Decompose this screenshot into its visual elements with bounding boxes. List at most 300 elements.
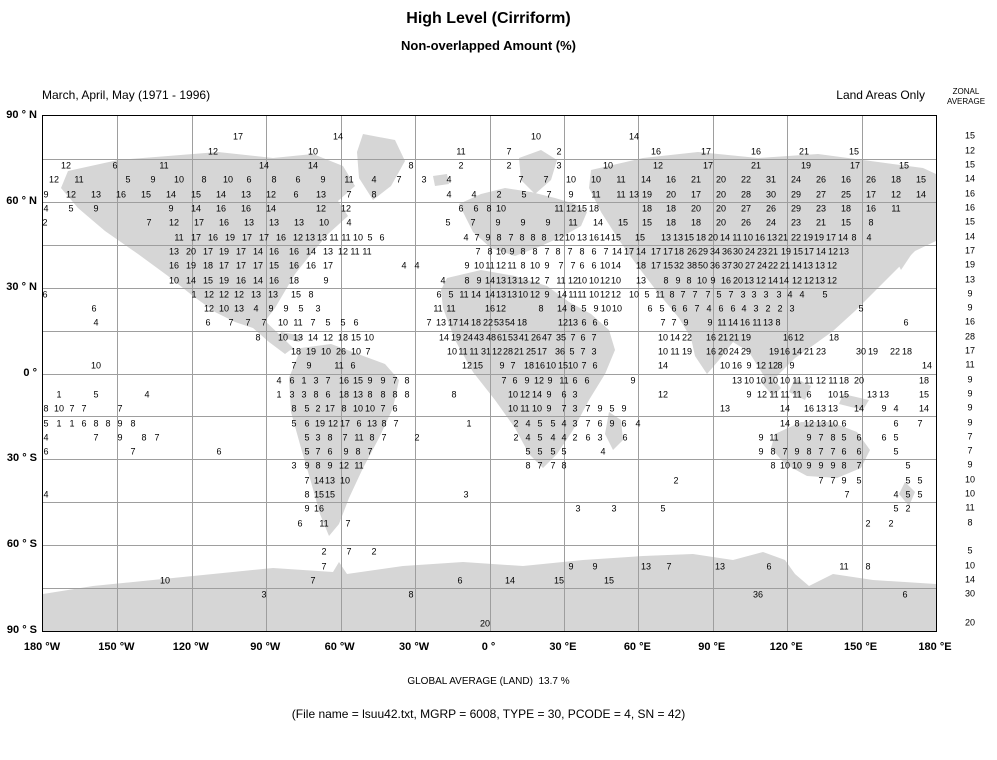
grid-value: 18 (690, 217, 702, 228)
grid-value: 7 (680, 289, 686, 300)
grid-value: 8 (341, 403, 347, 414)
grid-value: 9 (499, 360, 505, 371)
grid-value: 13 (495, 275, 507, 285)
grid-value: 15 (472, 360, 484, 371)
grid-value: 7 (470, 217, 476, 228)
grid-value: 22 (740, 174, 752, 185)
grid-value: 15 (324, 489, 336, 500)
grid-value: 4 (43, 203, 49, 214)
grid-value: 19 (740, 332, 752, 343)
grid-value: 30 (732, 260, 744, 271)
grid-value: 10 (222, 174, 234, 185)
zonal-average-value: 15 (964, 159, 975, 170)
grid-value: 26 (530, 332, 542, 343)
grid-value: 12 (755, 275, 767, 285)
grid-value: 20 (665, 189, 677, 200)
grid-value: 20 (185, 246, 197, 257)
grid-value: 9 (544, 289, 550, 300)
grid-value: 7 (544, 246, 550, 257)
grid-value: 11 (769, 432, 779, 443)
grid-value: 18 (641, 203, 653, 214)
grid-value: 18 (588, 203, 600, 214)
grid-value: 10 (743, 375, 755, 386)
grid-value: 7 (396, 174, 402, 185)
grid-value: 23 (815, 203, 827, 214)
grid-value: 17 (662, 246, 674, 257)
grid-value: 10 (742, 232, 754, 243)
grid-value: 5 (822, 289, 828, 300)
zonal-average-value: 12 (964, 145, 975, 156)
grid-value: 7 (537, 460, 543, 471)
grid-value: 11 (655, 289, 665, 300)
grid-value: 2 (513, 418, 519, 429)
grid-value: 6 (458, 203, 464, 214)
grid-value: 16 (288, 260, 300, 271)
grid-value: 31 (765, 174, 777, 185)
grid-value: 1 (191, 289, 197, 300)
grid-value: 12 (652, 160, 664, 171)
grid-value: 17 (700, 146, 712, 157)
grid-value: 14 (778, 275, 790, 285)
grid-value: 13 (866, 389, 878, 400)
grid-value: 5 (893, 503, 899, 514)
grid-value: 30 (732, 246, 744, 257)
grid-value: 8 (525, 460, 531, 471)
grid-value: 14 (313, 475, 325, 486)
grid-value: 10 (779, 460, 791, 471)
zonal-average-value: 10 (964, 474, 975, 485)
grid-value: 8 (794, 418, 800, 429)
grid-value: 8 (841, 460, 847, 471)
grid-value: 9 (268, 303, 274, 314)
grid-value: 11 (577, 289, 587, 300)
grid-value: 4 (446, 189, 452, 200)
grid-value: 8 (570, 303, 576, 314)
grid-value: 16 (115, 189, 127, 200)
grid-value: 9 (683, 317, 689, 328)
grid-value: 7 (81, 403, 87, 414)
grid-value: 13 (814, 260, 826, 271)
lon-tick-label: 60 °W (324, 641, 355, 653)
grid-value: 20 (715, 174, 727, 185)
grid-value: 11 (334, 360, 344, 371)
grid-value: 13 (640, 561, 652, 572)
grid-value: 15 (634, 232, 646, 243)
grid-value: 21 (779, 260, 791, 271)
grid-value: 19 (224, 232, 236, 243)
zonal-average-value: 7 (967, 431, 973, 442)
grid-value: 11 (568, 289, 578, 300)
lon-tick-label: 120 °E (769, 641, 803, 653)
grid-value: 13 (233, 303, 245, 314)
grid-value: 14 (438, 332, 450, 343)
grid-value: 16 (803, 403, 815, 414)
grid-value: 20 (479, 618, 491, 629)
grid-value: 21 (513, 346, 525, 357)
grid-value: 35 (555, 332, 567, 343)
grid-value: 12 (461, 360, 473, 371)
grid-value: 5 (304, 403, 310, 414)
grid-value: 16 (168, 260, 180, 271)
grid-value: 7 (146, 217, 152, 228)
grid-value: 3 (611, 503, 617, 514)
grid-value: 14 (332, 131, 344, 142)
grid-value: 16 (750, 146, 762, 157)
grid-value: 8 (464, 275, 470, 285)
grid-value: 11 (362, 246, 372, 257)
grid-value: 14 (853, 403, 865, 414)
grid-value: 16 (840, 174, 852, 185)
grid-value: 7 (603, 246, 609, 257)
grid-value: 4 (414, 260, 420, 271)
grid-value: 5 (893, 446, 899, 457)
grid-value: 8 (519, 232, 525, 243)
grid-value: 8 (777, 360, 783, 371)
grid-value: 15 (792, 246, 804, 257)
grid-value: 12 (533, 375, 545, 386)
grid-value: 10 (517, 289, 529, 300)
grid-value: 8 (532, 246, 538, 257)
page-subtitle: Non-overlapped Amount (%) (400, 38, 576, 53)
grid-value: 6 (436, 289, 442, 300)
grid-value: 15 (662, 260, 674, 271)
grid-value: 21 (717, 332, 729, 343)
grid-value: 12 (519, 389, 531, 400)
grid-value: 16 (754, 232, 766, 243)
grid-value: 6 (718, 303, 724, 314)
grid-value: 3 (575, 503, 581, 514)
grid-value: 12 (491, 346, 503, 357)
grid-value: 17 (865, 189, 877, 200)
grid-value: 18 (890, 174, 902, 185)
grid-value: 15 (140, 189, 152, 200)
grid-value: 7 (705, 289, 711, 300)
grid-value: 9 (150, 174, 156, 185)
grid-value: 7 (570, 260, 576, 271)
zonal-average-value: 14 (964, 173, 975, 184)
grid-value: 4 (561, 418, 567, 429)
grid-value: 17 (849, 160, 861, 171)
grid-value: 9 (283, 303, 289, 314)
grid-value: 13 (240, 189, 252, 200)
grid-value: 8 (865, 561, 871, 572)
grid-value: 17 (190, 232, 202, 243)
lon-tick-label: 150 °E (844, 641, 878, 653)
grid-value: 6 (592, 317, 598, 328)
grid-value: 9 (327, 460, 333, 471)
grid-value: 14 (791, 346, 803, 357)
grid-value: 4 (787, 289, 793, 300)
grid-value: 17 (447, 317, 459, 328)
grid-value: 8 (315, 460, 321, 471)
grid-value: 16 (588, 232, 600, 243)
grid-value: 15 (918, 389, 930, 400)
grid-value: 7 (694, 303, 700, 314)
grid-value: 2 (414, 432, 420, 443)
grid-value: 30 (765, 189, 777, 200)
grid-value: 20 (715, 189, 727, 200)
grid-value: 26 (335, 346, 347, 357)
page-title: High Level (Cirriform) (406, 10, 571, 27)
grid-value: 8 (371, 189, 377, 200)
lon-tick-label: 30 °E (549, 641, 577, 653)
grid-value: 10 (446, 346, 458, 357)
grid-value: 14 (915, 189, 927, 200)
grid-value: 15 (290, 289, 302, 300)
grid-value: 14 (307, 160, 319, 171)
grid-value: 5 (367, 232, 373, 243)
grid-value: 9 (485, 232, 491, 243)
grid-value: 11 (446, 303, 456, 314)
map-plot-area (42, 115, 937, 632)
grid-value: 17 (623, 246, 635, 257)
grid-value: 11 (456, 146, 466, 157)
grid-value: 9 (609, 418, 615, 429)
grid-value: 6 (81, 418, 87, 429)
grid-value: 17 (650, 260, 662, 271)
grid-value: 11 (344, 174, 354, 185)
grid-value: 14 (779, 418, 791, 429)
grid-value: 8 (93, 418, 99, 429)
lat-tick-label: 30 ° N (6, 280, 37, 293)
grid-value: 8 (327, 432, 333, 443)
grid-value: 15 (576, 203, 588, 214)
grid-value: 25 (525, 346, 537, 357)
grid-value: 23 (815, 346, 827, 357)
grid-value: 7 (561, 403, 567, 414)
grid-value: 36 (554, 346, 566, 357)
grid-value: 6 (473, 203, 479, 214)
grid-value: 5 (291, 418, 297, 429)
grid-value: 11 (891, 203, 901, 214)
zonal-average-value: 15 (964, 216, 975, 227)
grid-value: 8 (201, 174, 207, 185)
grid-value: 7 (567, 246, 573, 257)
grid-value: 9 (746, 389, 752, 400)
grid-value: 7 (130, 446, 136, 457)
grid-value: 15 (557, 360, 569, 371)
grid-value: 8 (313, 389, 319, 400)
grid-value: 8 (669, 289, 675, 300)
grid-value: 1 (56, 389, 62, 400)
grid-value: 8 (770, 460, 776, 471)
grid-value: 13 (628, 189, 640, 200)
grid-value: 2 (905, 503, 911, 514)
grid-value: 10 (352, 403, 364, 414)
grid-value: 14 (719, 232, 731, 243)
grid-value: 4 (43, 432, 49, 443)
grid-value: 20 (853, 375, 865, 386)
grid-value: 10 (588, 289, 600, 300)
grid-value: 15 (840, 217, 852, 228)
grid-value: 11 (354, 432, 364, 443)
grid-value: 2 (315, 403, 321, 414)
grid-value: 6 (682, 303, 688, 314)
grid-value: 4 (93, 317, 99, 328)
grid-value: 10 (567, 360, 579, 371)
grid-value: 12 (218, 289, 230, 300)
grid-value: 16 (739, 317, 751, 328)
grid-value: 14 (470, 289, 482, 300)
grid-value: 6 (603, 317, 609, 328)
grid-value: 8 (369, 432, 375, 443)
grid-value: 7 (671, 317, 677, 328)
grid-value: 14 (258, 160, 270, 171)
grid-value: 15 (610, 232, 622, 243)
grid-value: 14 (628, 131, 640, 142)
grid-value: 9 (304, 460, 310, 471)
grid-value: 11 (804, 375, 814, 386)
grid-value: 13 (815, 403, 827, 414)
zonal-average-value: 7 (967, 445, 973, 456)
grid-value: 21 (803, 346, 815, 357)
grid-value: 13 (292, 332, 304, 343)
grid-value: 10 (350, 346, 362, 357)
grid-value: 12 (207, 146, 219, 157)
grid-value: 8 (520, 246, 526, 257)
grid-value: 2 (673, 475, 679, 486)
grid-value: 16 (338, 375, 350, 386)
grid-value: 4 (463, 232, 469, 243)
grid-value: 7 (580, 346, 586, 357)
grid-value: 16 (313, 503, 325, 514)
grid-value: 10 (590, 174, 602, 185)
grid-value: 9 (509, 246, 515, 257)
grid-value: 6 (572, 375, 578, 386)
grid-value: 10 (495, 246, 507, 257)
grid-value: 34 (709, 246, 721, 257)
latitude-grid-line (43, 416, 936, 417)
grid-value: 14 (556, 303, 568, 314)
grid-value: 12 (610, 289, 622, 300)
grid-value: 11 (616, 174, 626, 185)
grid-value: 10 (53, 403, 65, 414)
grid-value: 3 (463, 489, 469, 500)
grid-value: 12 (168, 217, 180, 228)
grid-value: 12 (495, 303, 507, 314)
grid-value: 17 (241, 232, 253, 243)
grid-value: 17 (193, 217, 205, 228)
grid-value: 14 (610, 260, 622, 271)
grid-value: 29 (740, 346, 752, 357)
grid-value: 19 (867, 346, 879, 357)
grid-value: 14 (458, 317, 470, 328)
grid-value: 9 (306, 360, 312, 371)
grid-value: 7 (844, 489, 850, 500)
grid-value: 7 (501, 375, 507, 386)
grid-value: 10 (564, 232, 576, 243)
zonal-average-value: 9 (967, 459, 973, 470)
grid-value: 5 (445, 217, 451, 228)
grid-value: 53 (493, 317, 505, 328)
grid-value: 13 (435, 317, 447, 328)
zonal-average-value: 28 (964, 331, 975, 342)
grid-value: 17 (690, 189, 702, 200)
grid-value: 5 (304, 432, 310, 443)
grid-value: 6 (856, 446, 862, 457)
grid-value: 17 (803, 246, 815, 257)
grid-value: 5 (525, 446, 531, 457)
grid-value: 8 (520, 260, 526, 271)
grid-value: 7 (782, 446, 788, 457)
grid-value: 8 (304, 489, 310, 500)
grid-value: 3 (291, 460, 297, 471)
grid-value: 23 (756, 246, 768, 257)
grid-value: 1 (56, 418, 62, 429)
grid-value: 9 (168, 203, 174, 214)
lat-tick-label: 60 ° S (6, 538, 37, 551)
grid-value: 8 (538, 303, 544, 314)
grid-value: 9 (568, 189, 574, 200)
grid-value: 27 (740, 203, 752, 214)
grid-value: 3 (789, 303, 795, 314)
grid-value: 12 (657, 389, 669, 400)
grid-value: 43 (473, 332, 485, 343)
grid-value: 5 (68, 203, 74, 214)
grid-value: 11 (507, 260, 517, 271)
grid-value: 3 (776, 289, 782, 300)
grid-value: 7 (856, 460, 862, 471)
grid-value: 6 (353, 317, 359, 328)
grid-value: 5 (917, 475, 923, 486)
grid-value: 9 (495, 217, 501, 228)
grid-value: 24 (462, 332, 474, 343)
zonal-average-value: 13 (964, 274, 975, 284)
grid-value: 12 (322, 332, 334, 343)
zonal-average-value: 15 (964, 130, 975, 141)
grid-value: 21 (815, 217, 827, 228)
grid-value: 15 (268, 260, 280, 271)
lon-tick-label: 180 °W (23, 641, 61, 653)
grid-value: 14 (640, 174, 652, 185)
grid-value: 7 (325, 375, 331, 386)
grid-value: 17 (322, 260, 334, 271)
grid-value: 24 (790, 174, 802, 185)
grid-value: 7 (261, 317, 267, 328)
grid-value: 9 (117, 418, 123, 429)
grid-value: 18 (523, 360, 535, 371)
grid-value: 13 (352, 389, 364, 400)
grid-value: 6 (622, 432, 628, 443)
grid-value: 6 (579, 260, 585, 271)
grid-value: 10 (90, 360, 102, 371)
grid-value: 10 (599, 260, 611, 271)
grid-value: 10 (363, 332, 375, 343)
grid-value: 8 (561, 460, 567, 471)
zonal-average-value: 9 (967, 302, 973, 313)
grid-value: 9 (546, 403, 552, 414)
grid-value: 13 (315, 189, 327, 200)
grid-value: 16 (305, 260, 317, 271)
grid-value: 12 (826, 260, 838, 271)
grid-value: 14 (556, 289, 568, 300)
grid-value: 19 (450, 332, 462, 343)
grid-value: 18 (516, 317, 528, 328)
grid-value: 11 (159, 160, 169, 171)
grid-value: 9 (881, 403, 887, 414)
grid-value: 18 (338, 389, 350, 400)
grid-value: 15 (617, 217, 629, 228)
grid-value: 10 (277, 317, 289, 328)
grid-value: 16 (240, 203, 252, 214)
grid-value: 6 (903, 317, 909, 328)
grid-value: 4 (635, 418, 641, 429)
grid-value: 19 (185, 260, 197, 271)
grid-value: 16 (235, 275, 247, 285)
grid-value: 7 (830, 475, 836, 486)
grid-value: 12 (567, 275, 579, 285)
grid-value: 12 (327, 418, 339, 429)
